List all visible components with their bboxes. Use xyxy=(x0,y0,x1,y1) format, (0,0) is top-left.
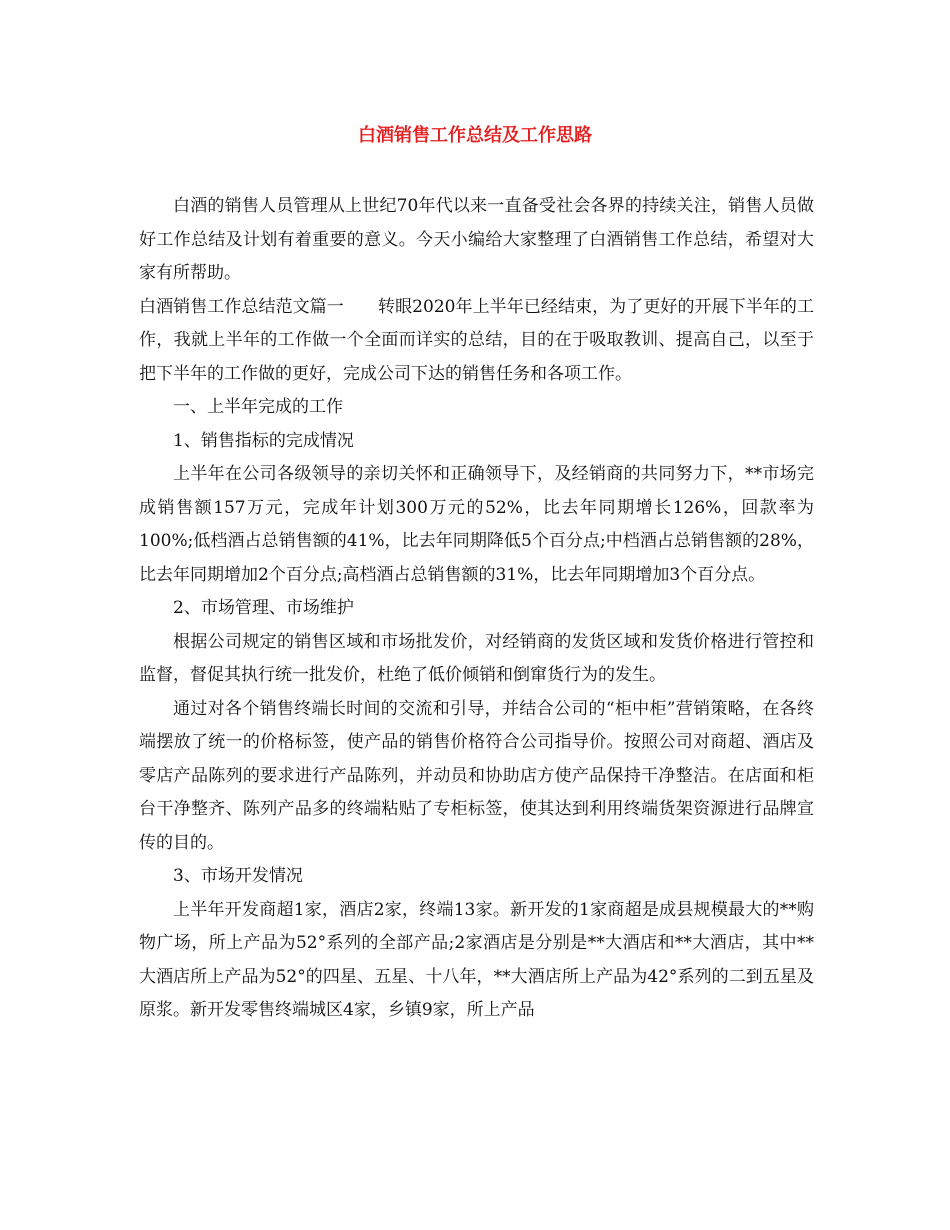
document-body xyxy=(139,190,814,1028)
document-title: 白酒销售工作总结及工作思路 xyxy=(358,125,592,146)
paragraph-sales-targets: 上半年在公司各级领导的亲切关怀和正确领导下，及经销商的共同努力下，**市场完成销售额157万元，完成年计划300万元的52%，比去年同期增长126%，回款率为100%;低档酒占总销售额的41%，比去年同期降低5个百分点;中档酒占总销售额的28%，比去年同期增加2个百分点;高档酒占总销售额的31%，比去年同期增加3个百分点。 xyxy=(139,464,814,585)
paragraph-market-control: 根据公司规定的销售区域和市场批发价，对经销商的发货区域和发货价格进行管控和监督，督促其执行统一批发价，杜绝了低价倾销和倒窜货行为的发生。 xyxy=(139,631,814,685)
section-heading: 一、上半年完成的工作 xyxy=(173,397,343,417)
paragraph-intro: 白酒的销售人员管理从上世纪70年代以来一直备受社会各界的持续关注，销售人员做好工作总结及计划有着重要的意义。今天小编给大家整理了白酒销售工作总结，希望对大家有所帮助。 xyxy=(139,196,814,283)
subsection-heading: 1、销售指标的完成情况 xyxy=(173,430,354,451)
paragraph-market-development: 上半年开发商超1家，酒店2家，终端13家。新开发的1家商超是成县规模最大的**购物广场，所上产品为52°系列的全部产品;2家酒店是分别是**大酒店和**大酒店，其中**大酒店所上产品为52°的四星、五星、十八年，**大酒店所上产品为42°系列的二到五星及原浆。新开发零售终端城区4家，乡镇9家，所上产品 xyxy=(139,899,814,1020)
paragraph-terminal-display: 通过对各个销售终端长时间的交流和引导，并结合公司的“柜中柜”营销策略，在各终端摆放了统一的价格标签，使产品的销售价格符合公司指导价。按照公司对商超、酒店及零店产品陈列的要求进行产品陈列，并动员和协助店方使产品保持干净整洁。在店面和柜台干净整齐、陈列产品多的终端粘贴了专柜标签，使其达到利用终端货架资源进行品牌宣传的目的。 xyxy=(139,698,814,853)
paragraph-sample-one: 白酒销售工作总结范文篇一 转眼2020年上半年已经结束，为了更好的开展下半年的工作，我就上半年的工作做一个全面而详实的总结，目的在于吸取教训、提高自己，以至于把下半年的工作做的更好，完成公司下达的销售任务和各项工作。 xyxy=(139,296,814,384)
subsection-heading: 3、市场开发情况 xyxy=(173,866,303,886)
subsection-heading: 2、市场管理、市场维护 xyxy=(173,598,354,618)
